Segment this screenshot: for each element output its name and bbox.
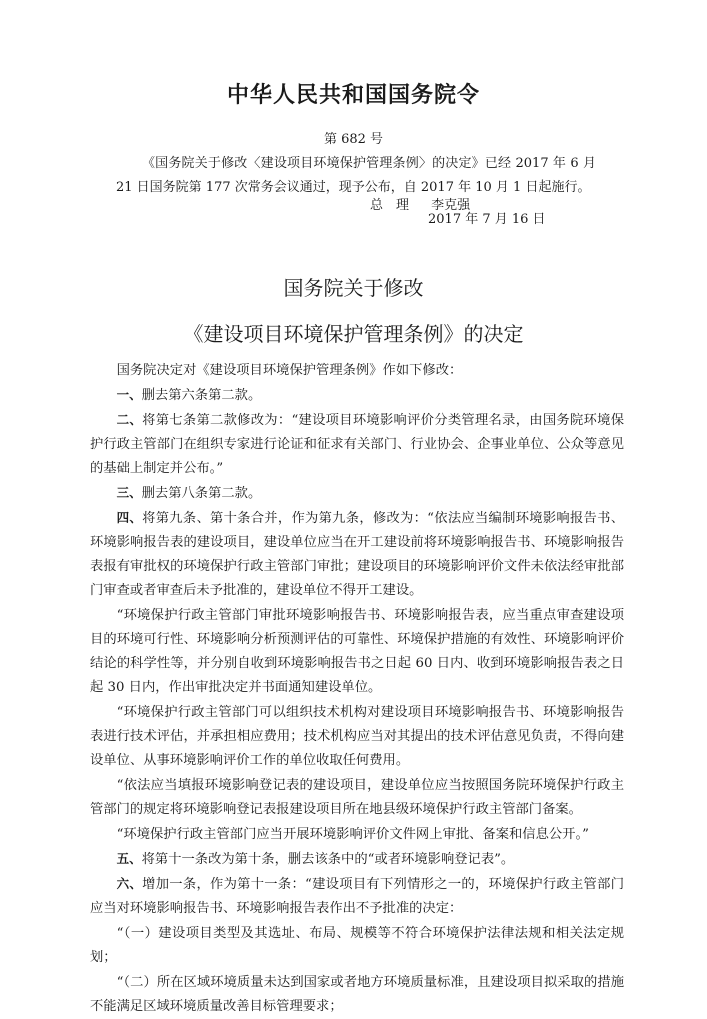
paragraph: 一、删去第六条第二款。: [116, 387, 262, 403]
paragraph: “环境保护行政主管部门审批环境影响报告书、环境影响报告表，应当重点审查建设项目的环境可行性、环境影响分析预测评估的可靠性、环境保护措施的有效性、环境影响评价结论的科学性等，并分别自收到环境影响报告书之日起 60 日内、收到环境影响报告表之日起 30 日内，作出审批决定并书面通知建设单位。: [90, 608, 624, 695]
paragraph: 六、增加一条，作为第十一条：“建设项目有下列情形之一的，环境保护行政主管部门应当对环境影响报告书、环境影响报告表作出不予批准的决定：: [90, 876, 624, 916]
paragraph: 二、将第七条第二款修改为：“建设项目环境影响评价分类管理名录，由国务院环境保护行政主管部门在组织专家进行论证和征求有关部门、行业协会、企事业单位、公众等意见的基础上制定并公布。”: [90, 412, 624, 476]
decision-title-line2: 《建设项目环境保护管理条例》的决定: [183, 322, 524, 346]
promulgation-text: 《国务院关于修改〈建设项目环境保护管理条例〉的决定》已经 2017 年 6 月 21 日国务院第 177 次常务会议通过，现予公布，自 2017 年 10 月 1 日起施行。: [116, 156, 596, 195]
paragraph: “（二）所在区域环境质量未达到国家或者地方环境质量标准，且建设项目拟采取的措施不能满足区域环境质量改善目标管理要求；: [90, 975, 624, 1014]
paragraph: “环境保护行政主管部门应当开展环境影响评价文件网上审批、备案和信息公开。”: [116, 827, 589, 842]
paragraph: “依法应当填报环境影响登记表的建设项目，建设单位应当按照国务院环境保护行政主管部门的规定将环境影响登记表报建设项目所在地县级环境保护行政主管部门备案。: [90, 778, 624, 817]
promulgation-date: 2017 年 7 月 16 日: [428, 212, 546, 227]
paragraph: 三、删去第八条第二款。: [116, 485, 262, 501]
paragraph: 四、将第九条、第十条合并，作为第九条，修改为：“依法应当编制环境影响报告书、环境影响报告表的建设项目，建设单位应当在开工建设前将环境影响报告书、环境影响报告表报有审批权的环境保护行政主管部门审批；建设项目的环境影响评价文件未依法经审批部门审查或者审查后未予批准的，建设单位不得开工建设。: [90, 510, 624, 598]
premier-label: 总 理: [370, 198, 410, 213]
paragraph: “（一）建设项目类型及其选址、布局、规模等不符合环境保护法律法规和相关法定规划；: [90, 926, 624, 965]
decision-body: [90, 358, 624, 1019]
paragraph: 国务院决定对《建设项目环境保护管理条例》作如下修改：: [116, 363, 463, 378]
decision-title-line1: 国务院关于修改: [283, 276, 424, 300]
premier-name: 李克强: [431, 198, 471, 213]
paragraph: 五、将第十一条改为第十条，删去该条中的“或者环境影响登记表”。: [116, 851, 515, 867]
paragraph: “环境保护行政主管部门可以组织技术机构对建设项目环境影响报告书、环境影响报告表进行技术评估，并承担相应费用；技术机构应当对其提出的技术评估意见负责，不得向建设单位、从事环境影响评价工作的单位收取任何费用。: [90, 705, 624, 768]
order-number: 第 682 号: [323, 132, 384, 147]
order-title: 中华人民共和国国务院令: [226, 83, 480, 108]
